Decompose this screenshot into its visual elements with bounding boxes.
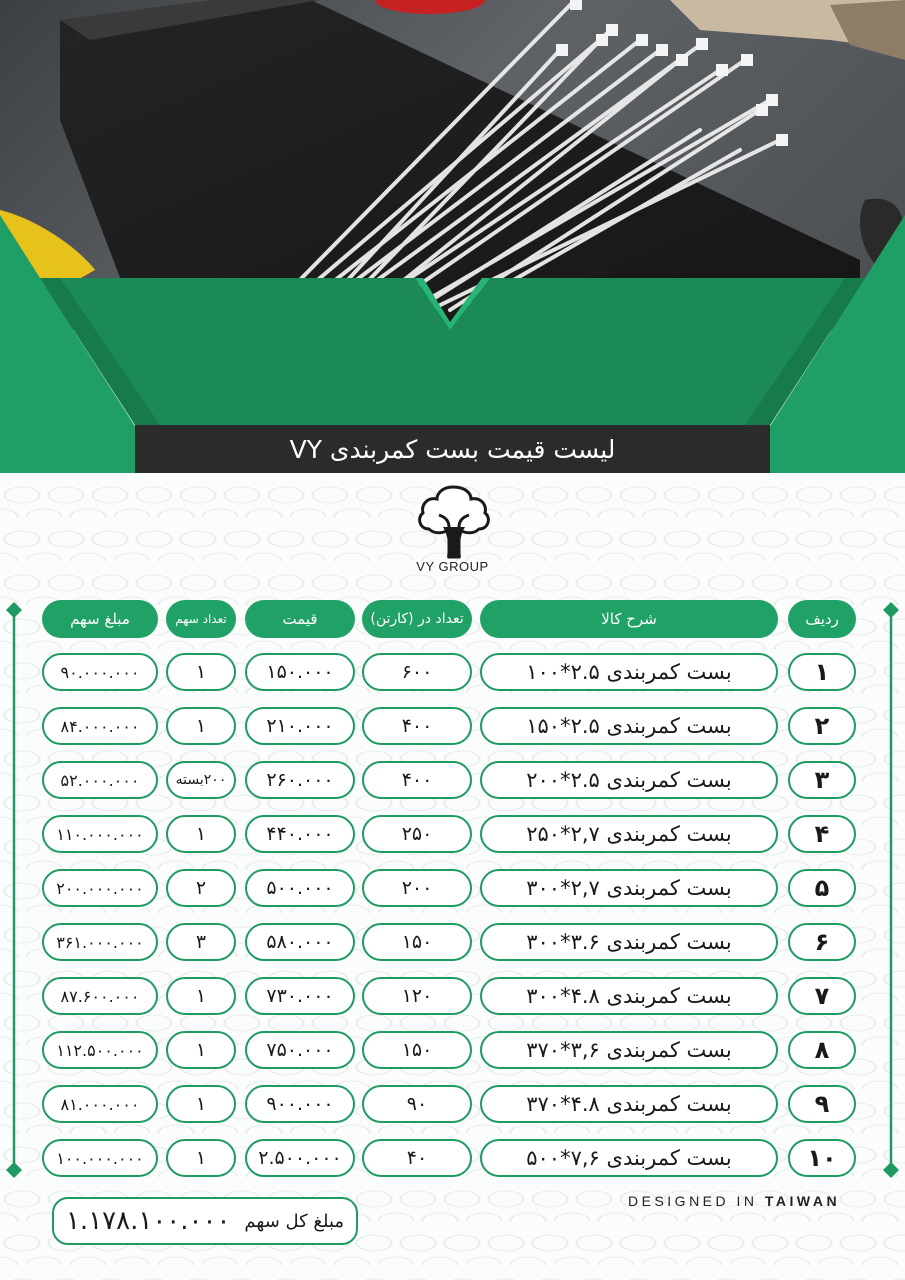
row-price: ۲.۵۰۰.۰۰۰ [245, 1139, 355, 1177]
row-total: ۵۲.۰۰۰.۰۰۰ [42, 761, 158, 799]
row-share-qty: ۲۰۰بسته [166, 761, 236, 799]
row-count: ۲۵۰ [362, 815, 472, 853]
row-count: ۴۰ [362, 1139, 472, 1177]
row-count: ۱۲۰ [362, 977, 472, 1015]
row-count: ۲۰۰ [362, 869, 472, 907]
row-number: ۸ [788, 1031, 856, 1069]
page-title: لیست قیمت بست کمربندی VY [135, 425, 770, 473]
row-number: ۳ [788, 761, 856, 799]
row-total: ۳۶۱.۰۰۰.۰۰۰ [42, 923, 158, 961]
designed-in-text: DESIGNED IN [628, 1193, 758, 1209]
row-price: ۱۵۰.۰۰۰ [245, 653, 355, 691]
row-price: ۹۰۰.۰۰۰ [245, 1085, 355, 1123]
row-number: ۱ [788, 653, 856, 691]
row-share-qty: ۱ [166, 1085, 236, 1123]
row-share-qty: ۱ [166, 977, 236, 1015]
row-total: ۱۰۰.۰۰۰.۰۰۰ [42, 1139, 158, 1177]
designed-country: TAIWAN [764, 1193, 841, 1209]
row-total: ۲۰۰.۰۰۰.۰۰۰ [42, 869, 158, 907]
row-count: ۱۵۰ [362, 923, 472, 961]
row-count: ۴۰۰ [362, 761, 472, 799]
header-green-band [0, 0, 905, 480]
row-description: بست کمربندی ۲.۵*۱۰۰ [480, 653, 778, 691]
row-total: ۸۱.۰۰۰.۰۰۰ [42, 1085, 158, 1123]
header-row-number: ردیف [788, 600, 856, 638]
row-share-qty: ۳ [166, 923, 236, 961]
row-price: ۵۸۰.۰۰۰ [245, 923, 355, 961]
brand-logo [405, 483, 500, 581]
row-number: ۴ [788, 815, 856, 853]
row-share-qty: ۱ [166, 707, 236, 745]
row-price: ۴۴۰.۰۰۰ [245, 815, 355, 853]
header-description: شرح کالا [480, 600, 778, 638]
row-number: ۶ [788, 923, 856, 961]
row-price: ۷۳۰.۰۰۰ [245, 977, 355, 1015]
row-total: ۸۴.۰۰۰.۰۰۰ [42, 707, 158, 745]
row-description: بست کمربندی ۳,۶*۳۷۰ [480, 1031, 778, 1069]
row-number: ۹ [788, 1085, 856, 1123]
tree-logo-icon [413, 483, 493, 561]
row-price: ۵۰۰.۰۰۰ [245, 869, 355, 907]
header-share-qty: تعداد سهم [166, 600, 236, 638]
row-number: ۷ [788, 977, 856, 1015]
row-share-qty: ۱ [166, 653, 236, 691]
row-count: ۴۰۰ [362, 707, 472, 745]
row-count: ۶۰۰ [362, 653, 472, 691]
row-description: بست کمربندی ۷,۶*۵۰۰ [480, 1139, 778, 1177]
row-total: ۸۷.۶۰۰.۰۰۰ [42, 977, 158, 1015]
brand-name: VY GROUP [416, 559, 489, 574]
row-share-qty: ۱ [166, 1031, 236, 1069]
row-description: بست کمربندی ۳.۶*۳۰۰ [480, 923, 778, 961]
row-description: بست کمربندی ۲.۵*۱۵۰ [480, 707, 778, 745]
row-share-qty: ۱ [166, 815, 236, 853]
row-number: ۲ [788, 707, 856, 745]
grand-total-value: ۱.۱۷۸.۱۰۰.۰۰۰ [65, 1206, 231, 1236]
row-description: بست کمربندی ۲,۷*۳۰۰ [480, 869, 778, 907]
row-description: بست کمربندی ۲.۵*۲۰۰ [480, 761, 778, 799]
row-share-qty: ۱ [166, 1139, 236, 1177]
row-number: ۵ [788, 869, 856, 907]
row-share-qty: ۲ [166, 869, 236, 907]
row-total: ۱۱۰.۰۰۰.۰۰۰ [42, 815, 158, 853]
header-share-amount: مبلغ سهم [42, 600, 158, 638]
row-description: بست کمربندی ۲,۷*۲۵۰ [480, 815, 778, 853]
row-description: بست کمربندی ۴.۸*۳۷۰ [480, 1085, 778, 1123]
header-carton-count: تعداد در (کارتن) [362, 600, 472, 638]
row-count: ۱۵۰ [362, 1031, 472, 1069]
designed-in-caption [628, 1193, 860, 1209]
row-price: ۲۱۰.۰۰۰ [245, 707, 355, 745]
row-number: ۱۰ [788, 1139, 856, 1177]
row-total: ۱۱۲.۵۰۰.۰۰۰ [42, 1031, 158, 1069]
row-count: ۹۰ [362, 1085, 472, 1123]
row-total: ۹۰.۰۰۰.۰۰۰ [42, 653, 158, 691]
row-description: بست کمربندی ۴.۸*۳۰۰ [480, 977, 778, 1015]
row-price: ۷۵۰.۰۰۰ [245, 1031, 355, 1069]
header-price: قیمت [245, 600, 355, 638]
grand-total-label: مبلغ کل سهم [244, 1210, 345, 1232]
grand-total-box [52, 1197, 358, 1245]
row-price: ۲۶۰.۰۰۰ [245, 761, 355, 799]
